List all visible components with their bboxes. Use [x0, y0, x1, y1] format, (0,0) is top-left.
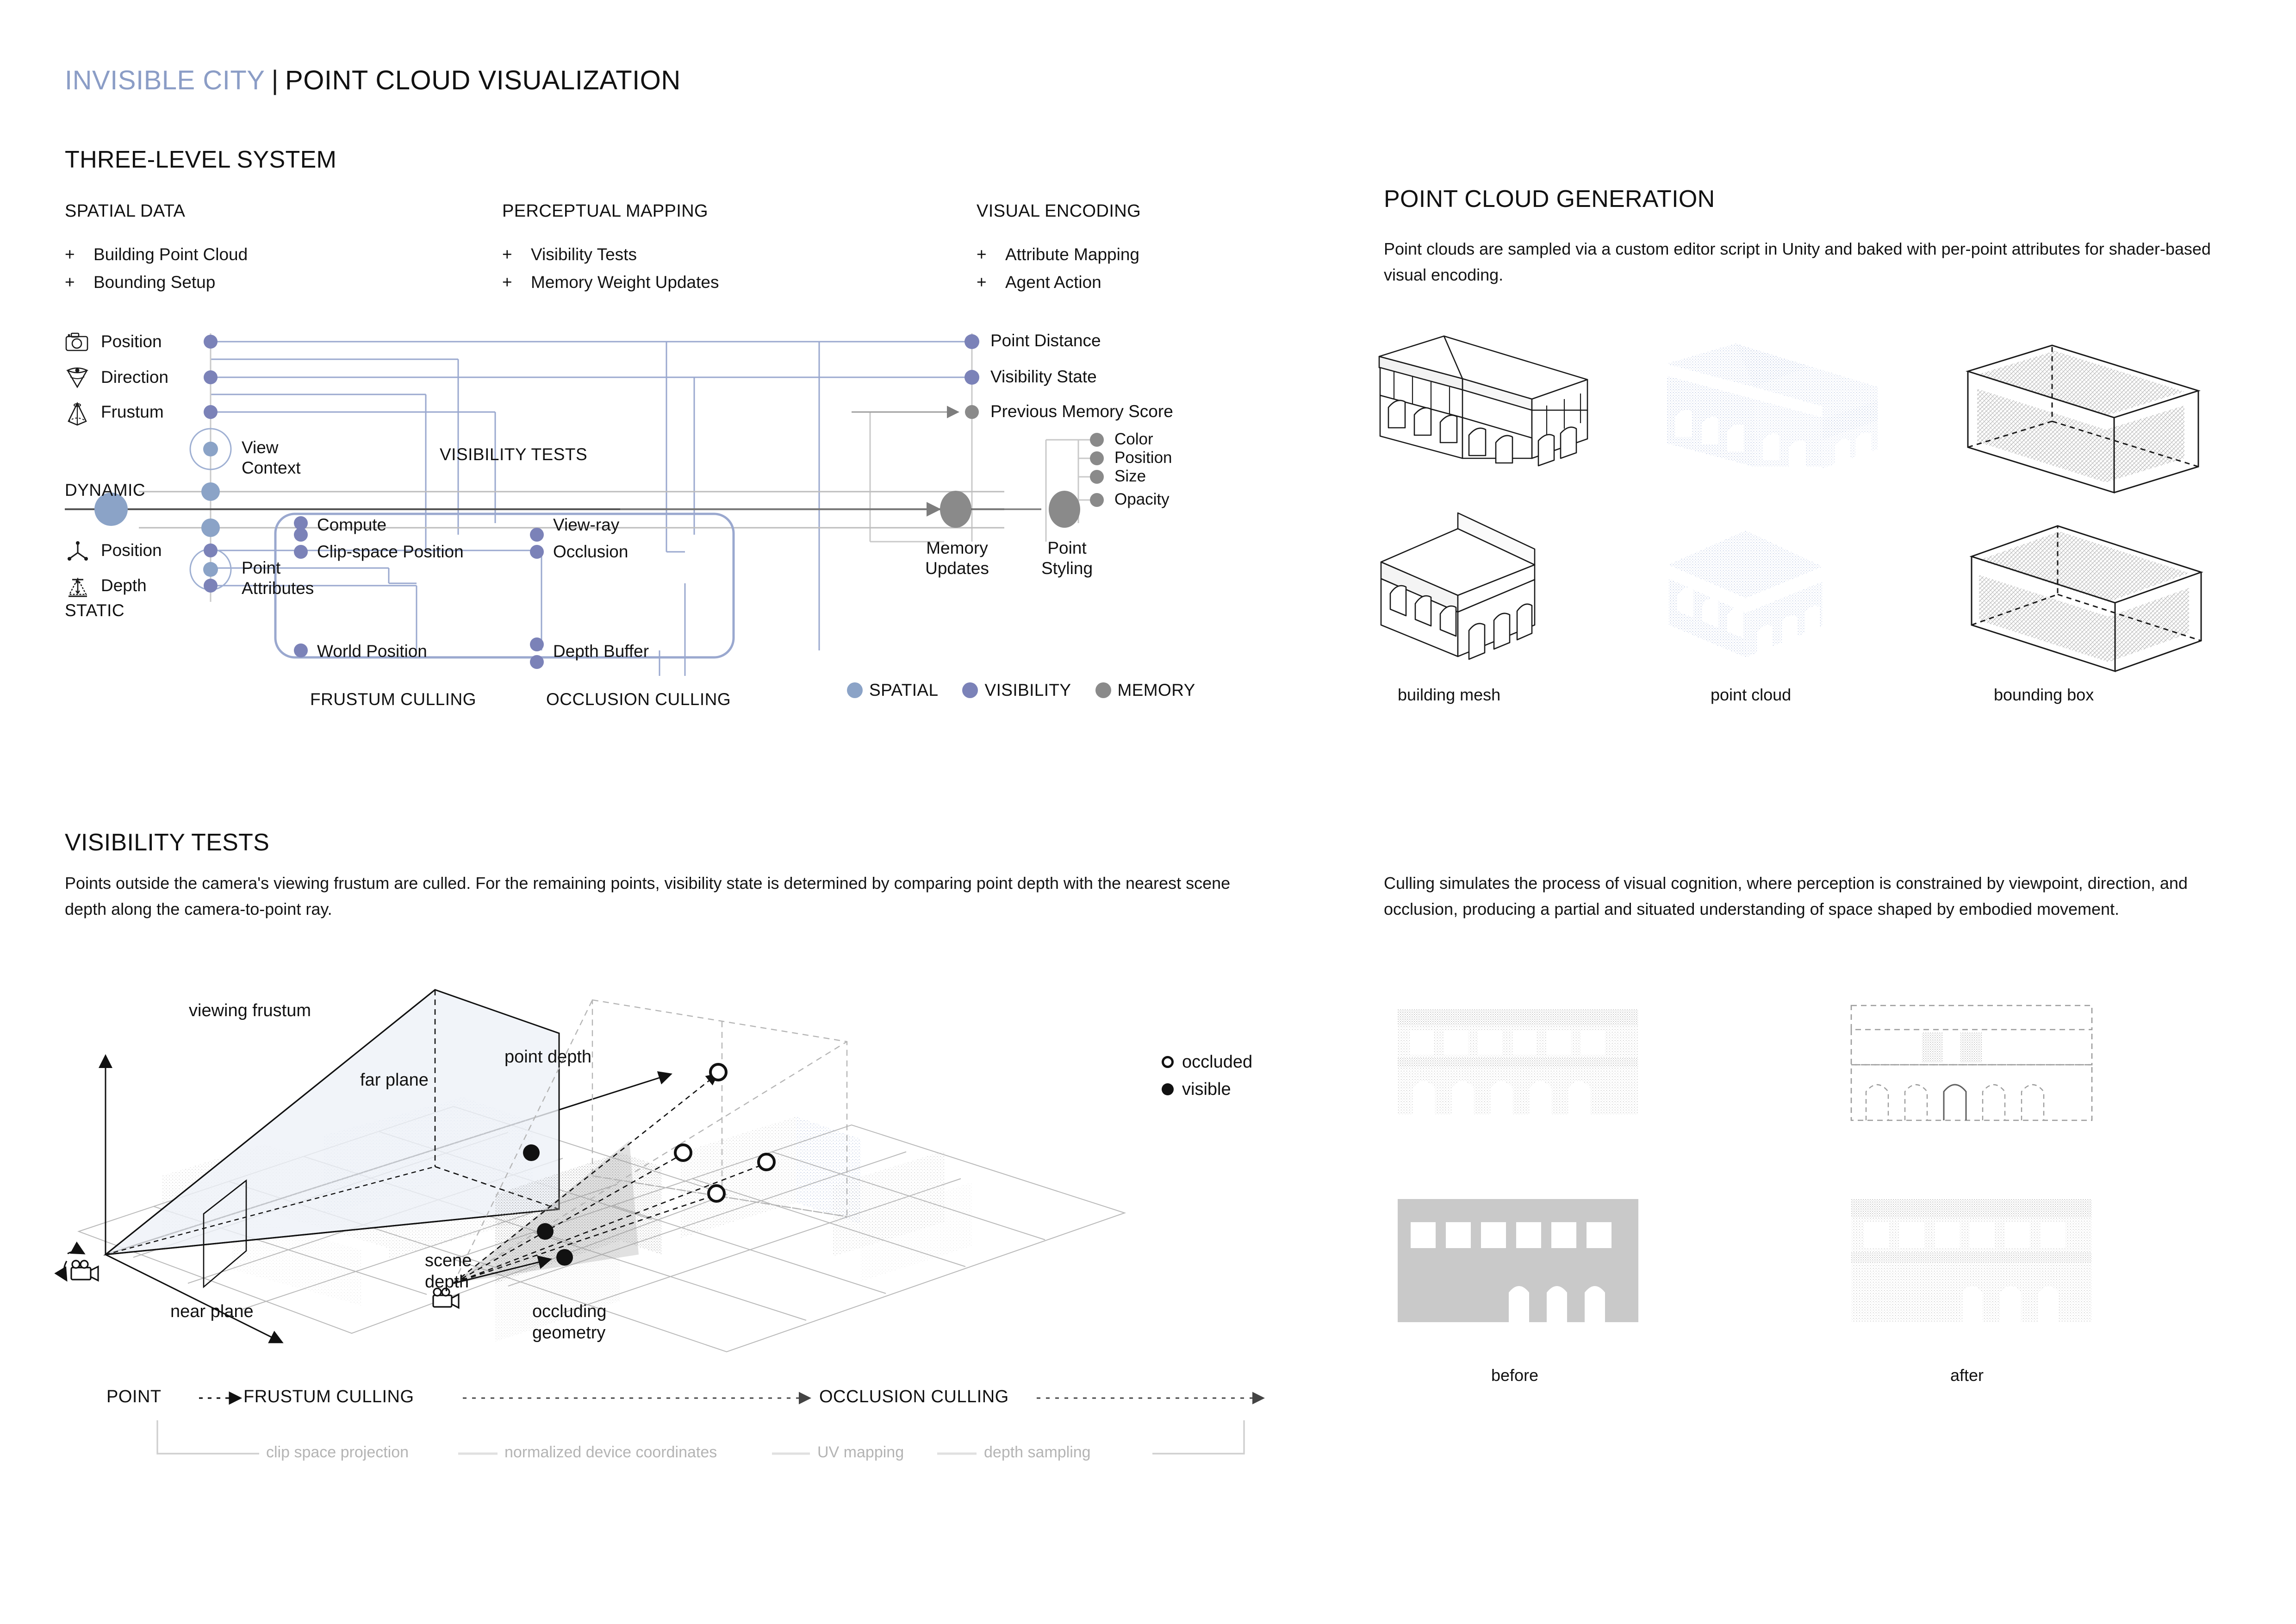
figure-caption-after: after	[1950, 1366, 1984, 1385]
eye-cone-icon	[65, 367, 90, 389]
legend-item-visibility	[962, 681, 1071, 700]
column-spatial-data	[65, 201, 248, 296]
camera-icon	[65, 331, 89, 353]
list-item	[977, 241, 1141, 269]
column-items	[65, 241, 248, 296]
frustum-icon	[66, 402, 89, 426]
flow-output-point-distance: Point Distance	[990, 331, 1101, 350]
legend-swatch-memory	[1095, 682, 1111, 698]
legend-label-spatial: SPATIAL	[869, 681, 939, 700]
elevation-silhouette-before	[1398, 1199, 1638, 1322]
visibility-legend	[1162, 1049, 1252, 1103]
flow-node-point-attributes: Point Attributes	[242, 558, 314, 598]
list-item	[65, 269, 248, 296]
axis-gizmo-icon	[67, 541, 89, 562]
flow-input-point-position: Position	[101, 541, 162, 560]
bullet-plus-icon: +	[977, 245, 987, 264]
legend-label-memory: MEMORY	[1117, 681, 1195, 700]
flow-input-position: Position	[101, 332, 162, 351]
list-item-label: Agent Action	[1005, 272, 1101, 292]
brand-title: INVISIBLE CITY	[65, 65, 265, 95]
column-items	[502, 241, 719, 296]
legend-swatch-visibility	[962, 682, 978, 698]
flow-label-dynamic: DYNAMIC	[65, 481, 146, 500]
flow-node-view-context: View Context	[242, 438, 301, 477]
figure-caption-point-cloud: point cloud	[1711, 685, 1792, 704]
figure-caption-building-mesh: building mesh	[1398, 685, 1501, 704]
legend-label-occluded: occluded	[1182, 1052, 1253, 1072]
flow-label-static: STATIC	[65, 601, 125, 620]
generation-illustrations	[1370, 319, 2249, 704]
legend-item-spatial	[847, 681, 938, 700]
pipeline-step-frustum-culling: FRUSTUM CULLING	[243, 1387, 414, 1406]
bullet-plus-icon: +	[977, 272, 987, 292]
label-viewing-frustum: viewing frustum	[189, 1001, 311, 1020]
elevation-outline-culled	[1851, 1006, 2092, 1120]
legend-item-visible	[1162, 1076, 1252, 1103]
bullet-plus-icon: +	[502, 272, 512, 292]
flow-style-size: Size	[1114, 467, 1146, 485]
header-divider: |	[271, 65, 279, 95]
occluded-marker-icon	[1162, 1056, 1174, 1068]
column-heading: SPATIAL DATA	[65, 201, 186, 221]
bounding-box-gable-iso	[1972, 526, 2201, 671]
visibility-tests-title: VISIBILITY TESTS	[65, 829, 270, 856]
list-item	[502, 241, 719, 269]
system-flow-diagram	[65, 324, 1273, 731]
pipeline-step-occlusion-culling: OCCLUSION CULLING	[819, 1387, 1009, 1406]
flow-node-depth-buffer: Depth Buffer	[553, 642, 649, 661]
flow-node-view-ray: View-ray	[553, 515, 620, 534]
before-after-figures	[1370, 981, 2249, 1389]
pipeline-step-point: POINT	[106, 1387, 162, 1406]
pipeline-sub-uv-mapping: UV mapping	[817, 1443, 904, 1461]
legend-item-memory	[1095, 681, 1195, 700]
visibility-scene	[65, 935, 1296, 1352]
flow-style-position: Position	[1114, 449, 1172, 467]
before-after-illustrations	[1370, 981, 2249, 1389]
list-item	[977, 269, 1141, 296]
column-items	[977, 241, 1141, 296]
column-visual-encoding	[977, 201, 1141, 296]
column-heading: VISUAL ENCODING	[977, 201, 1141, 221]
flow-node-world-position: World Position	[317, 642, 427, 661]
bullet-plus-icon: +	[65, 245, 75, 264]
flow-style-opacity: Opacity	[1114, 490, 1170, 508]
elevation-point-cloud-after	[1851, 1199, 2092, 1322]
building-mesh-gable-iso	[1381, 513, 1535, 659]
flow-box-title: VISIBILITY TESTS	[440, 445, 588, 464]
column-perceptual-mapping	[502, 201, 719, 296]
label-point-depth: point depth	[504, 1047, 592, 1067]
list-item-label: Visibility Tests	[531, 245, 637, 264]
flow-footer-occlusion-culling: OCCLUSION CULLING	[546, 690, 731, 709]
pipeline-sub-normalized-device-coordinates: normalized device coordinates	[504, 1443, 717, 1461]
culling-note-body: Culling simulates the process of visual cognition, where perception is constrained by viewpoint, direction, and occlusion, producing a partial and situated understanding of space shaped by embodied movement.	[1384, 874, 2188, 918]
three-level-system-title: THREE-LEVEL SYSTEM	[65, 146, 337, 173]
label-scene-depth: scene depth	[425, 1251, 472, 1292]
column-heading: PERCEPTUAL MAPPING	[502, 201, 708, 221]
page-title: POINT CLOUD VISUALIZATION	[285, 65, 681, 95]
depth-icon	[67, 576, 89, 598]
list-item-label: Building Point Cloud	[93, 245, 248, 264]
flow-node-occlusion: Occlusion	[553, 542, 628, 561]
flow-node-clip-space-position: Clip-space Position	[317, 542, 464, 561]
list-item-label: Attribute Mapping	[1005, 245, 1140, 264]
bullet-plus-icon: +	[65, 272, 75, 292]
list-item	[502, 269, 719, 296]
legend-swatch-spatial	[847, 682, 863, 698]
building-mesh-iso	[1379, 336, 1587, 466]
point-cloud-generation-figures	[1370, 319, 2249, 704]
bounding-box-iso	[1968, 345, 2198, 493]
pipeline-sub-clip-space-projection: clip space projection	[266, 1443, 409, 1461]
flow-output-previous-memory-score: Previous Memory Score	[990, 402, 1173, 421]
flow-input-direction: Direction	[101, 368, 168, 387]
pipeline-sub-depth-sampling: depth sampling	[984, 1443, 1091, 1461]
label-near-plane: near plane	[170, 1302, 254, 1321]
flow-terminal-point-styling: Point Styling	[1041, 538, 1093, 578]
point-cloud-generation-title: POINT CLOUD GENERATION	[1384, 186, 1715, 212]
flow-style-color: Color	[1114, 430, 1153, 448]
bullet-plus-icon: +	[502, 245, 512, 264]
legend-label-visible: visible	[1182, 1079, 1231, 1099]
list-item-label: Bounding Setup	[93, 272, 216, 292]
point-cloud-gable-iso	[1668, 531, 1823, 661]
elevation-point-cloud-full	[1398, 1009, 1638, 1115]
point-cloud-iso	[1666, 344, 1878, 470]
point-cloud-generation-body: Point clouds are sampled via a custom editor script in Unity and baked with per-point attributes for shader-based visual encoding.	[1384, 239, 2211, 284]
poster-header	[65, 65, 681, 96]
flow-node-compute: Compute	[317, 515, 387, 534]
flow-terminal-memory-updates: Memory Updates	[925, 538, 989, 578]
flow-output-visibility-state: Visibility State	[990, 367, 1097, 386]
figure-caption-bounding-box: bounding box	[1994, 685, 2094, 704]
culling-pipeline-bar	[106, 1384, 1291, 1468]
legend-label-visibility: VISIBILITY	[984, 681, 1071, 700]
legend-item-occluded	[1162, 1049, 1252, 1076]
label-occluding-geometry: occluding geometry	[532, 1302, 607, 1343]
visibility-tests-body: Points outside the camera's viewing frustum are culled. For the remaining points, visibility state is determined by comparing point depth with the nearest scene depth along the camera-to-point ray.	[65, 874, 1231, 918]
list-item-label: Memory Weight Updates	[531, 272, 719, 292]
list-item	[65, 241, 248, 269]
flow-input-frustum: Frustum	[101, 402, 164, 421]
figure-caption-before: before	[1491, 1366, 1539, 1385]
flow-legend	[847, 681, 1209, 700]
visible-marker-icon	[1162, 1083, 1174, 1095]
label-far-plane: far plane	[360, 1070, 429, 1090]
flow-footer-frustum-culling: FRUSTUM CULLING	[310, 690, 477, 709]
camera-icon	[64, 1251, 98, 1280]
visibility-tests-diagram	[65, 935, 1296, 1352]
flow-input-point-depth: Depth	[101, 576, 147, 595]
